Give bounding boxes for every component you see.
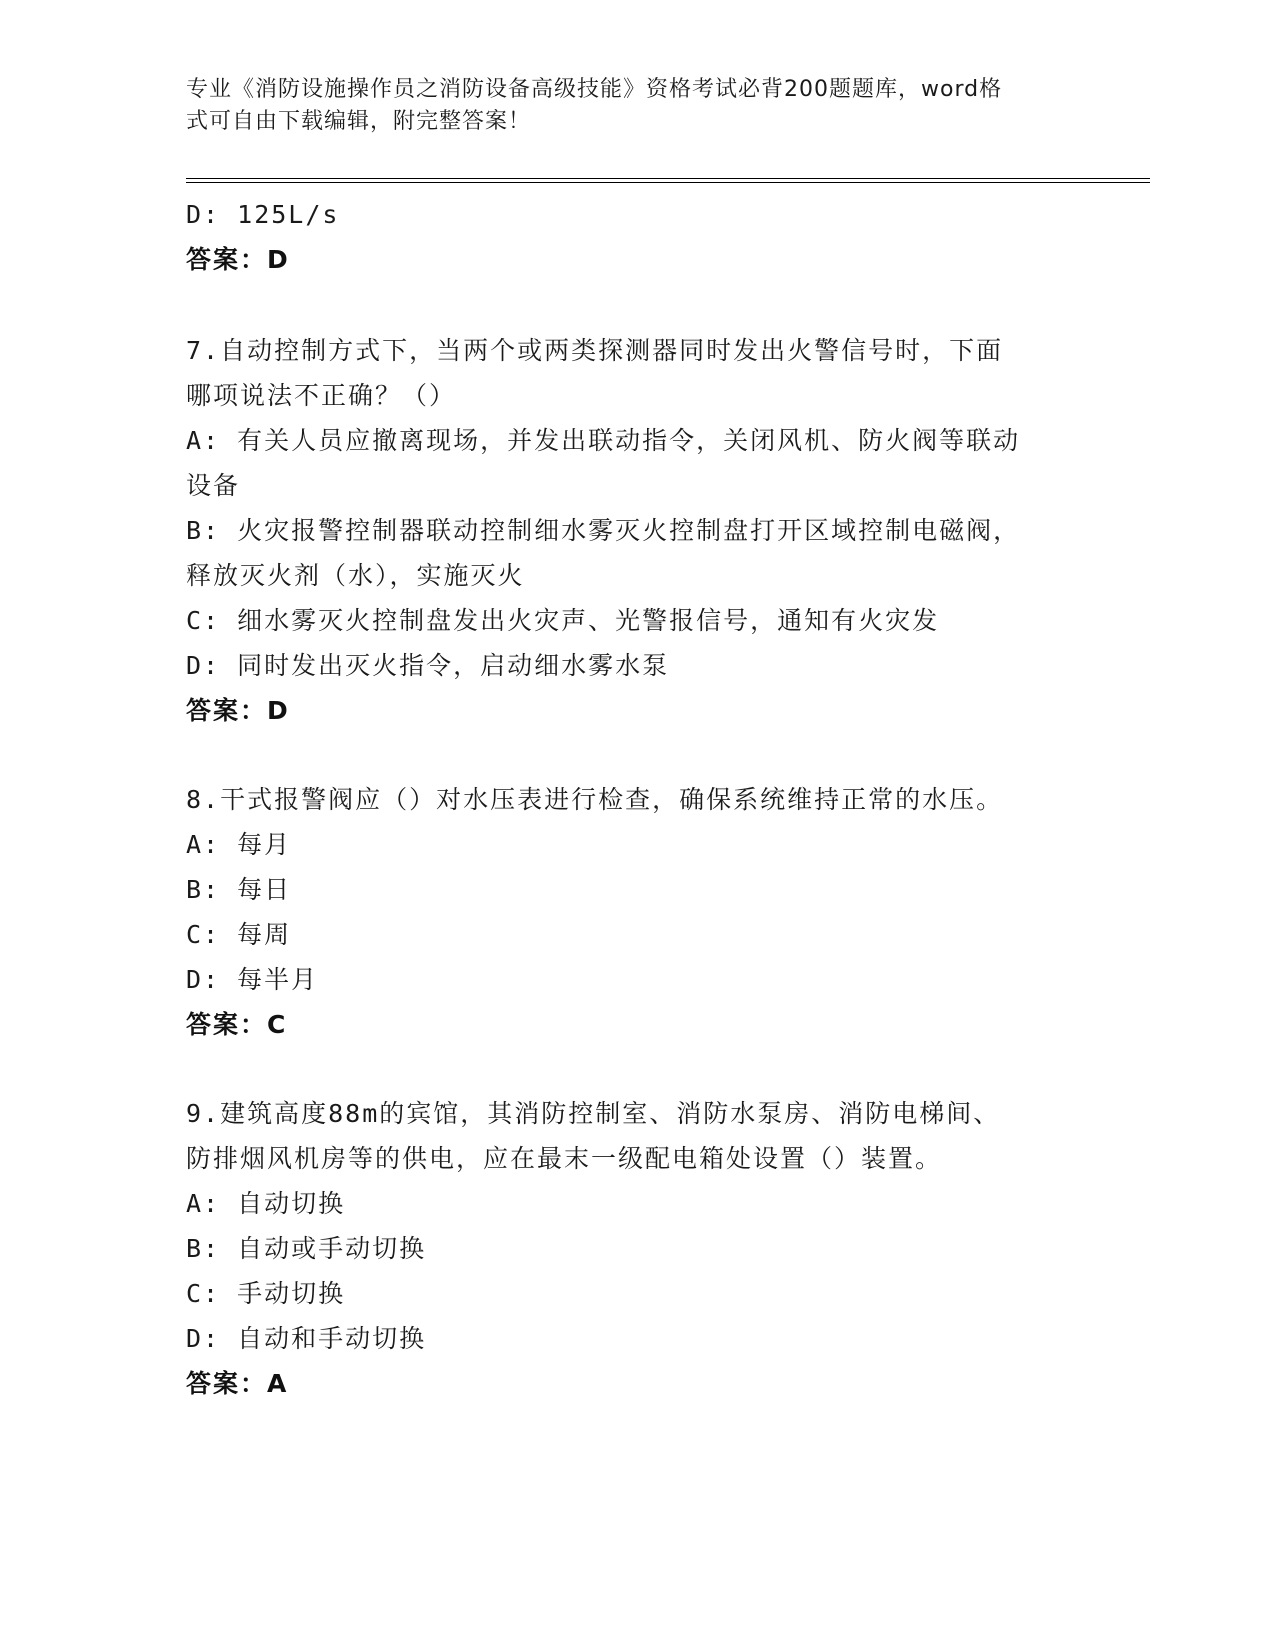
option-c: C: 每周 <box>186 920 292 949</box>
option-b-cont: 释放灭火剂（水），实施灭火 <box>186 561 525 590</box>
question-8 <box>186 777 1086 1047</box>
option-d: D: 同时发出灭火指令，启动细水雾水泵 <box>186 651 670 680</box>
option-b: B: 自动或手动切换 <box>186 1234 427 1263</box>
option-d: D: 自动和手动切换 <box>186 1324 427 1353</box>
question-stem: 8.干式报警阀应（）对水压表进行检查，确保系统维持正常的水压。 <box>186 785 1004 814</box>
question-stem: 7.自动控制方式下，当两个或两类探测器同时发出火警信号时，下面 <box>186 336 1004 365</box>
header-divider-bottom <box>186 182 1150 183</box>
answer-line: 答案：C <box>186 1010 288 1039</box>
question-content <box>186 192 1086 1406</box>
option-b: B: 每日 <box>186 875 292 904</box>
option-d: D: 125L/s <box>186 200 340 229</box>
option-a: A: 每月 <box>186 830 292 859</box>
question-9 <box>186 1091 1086 1406</box>
question-stem-cont: 防排烟风机房等的供电，应在最末一级配电箱处设置（）装置。 <box>186 1144 943 1173</box>
option-c: C: 细水雾灭火控制盘发出火灾声、光警报信号，通知有火灾发 <box>186 606 940 635</box>
option-d: D: 每半月 <box>186 965 319 994</box>
option-a-cont: 设备 <box>186 471 241 500</box>
answer-line: 答案：A <box>186 1369 289 1398</box>
option-a: A: 自动切换 <box>186 1189 346 1218</box>
document-header <box>186 74 1066 138</box>
question-7 <box>186 328 1086 733</box>
header-line-2: 式可自由下载编辑，附完整答案！ <box>186 109 532 134</box>
option-a: A: 有关人员应撤离现场，并发出联动指令，关闭风机、防火阀等联动 <box>186 426 1021 455</box>
answer-line: 答案：D <box>186 696 290 725</box>
question-stem: 9.建筑高度88m的宾馆，其消防控制室、消防水泵房、消防电梯间、 <box>186 1099 1001 1128</box>
option-b: B: 火灾报警控制器联动控制细水雾灭火控制盘打开区域控制电磁阀， <box>186 516 1021 545</box>
question-stem-cont: 哪项说法不正确？（） <box>186 381 457 410</box>
header-divider-top <box>186 178 1150 179</box>
header-line-1: 专业《消防设施操作员之消防设备高级技能》资格考试必背200题题库，word格 <box>186 77 1003 102</box>
option-c: C: 手动切换 <box>186 1279 346 1308</box>
answer-line: 答案：D <box>186 245 290 274</box>
